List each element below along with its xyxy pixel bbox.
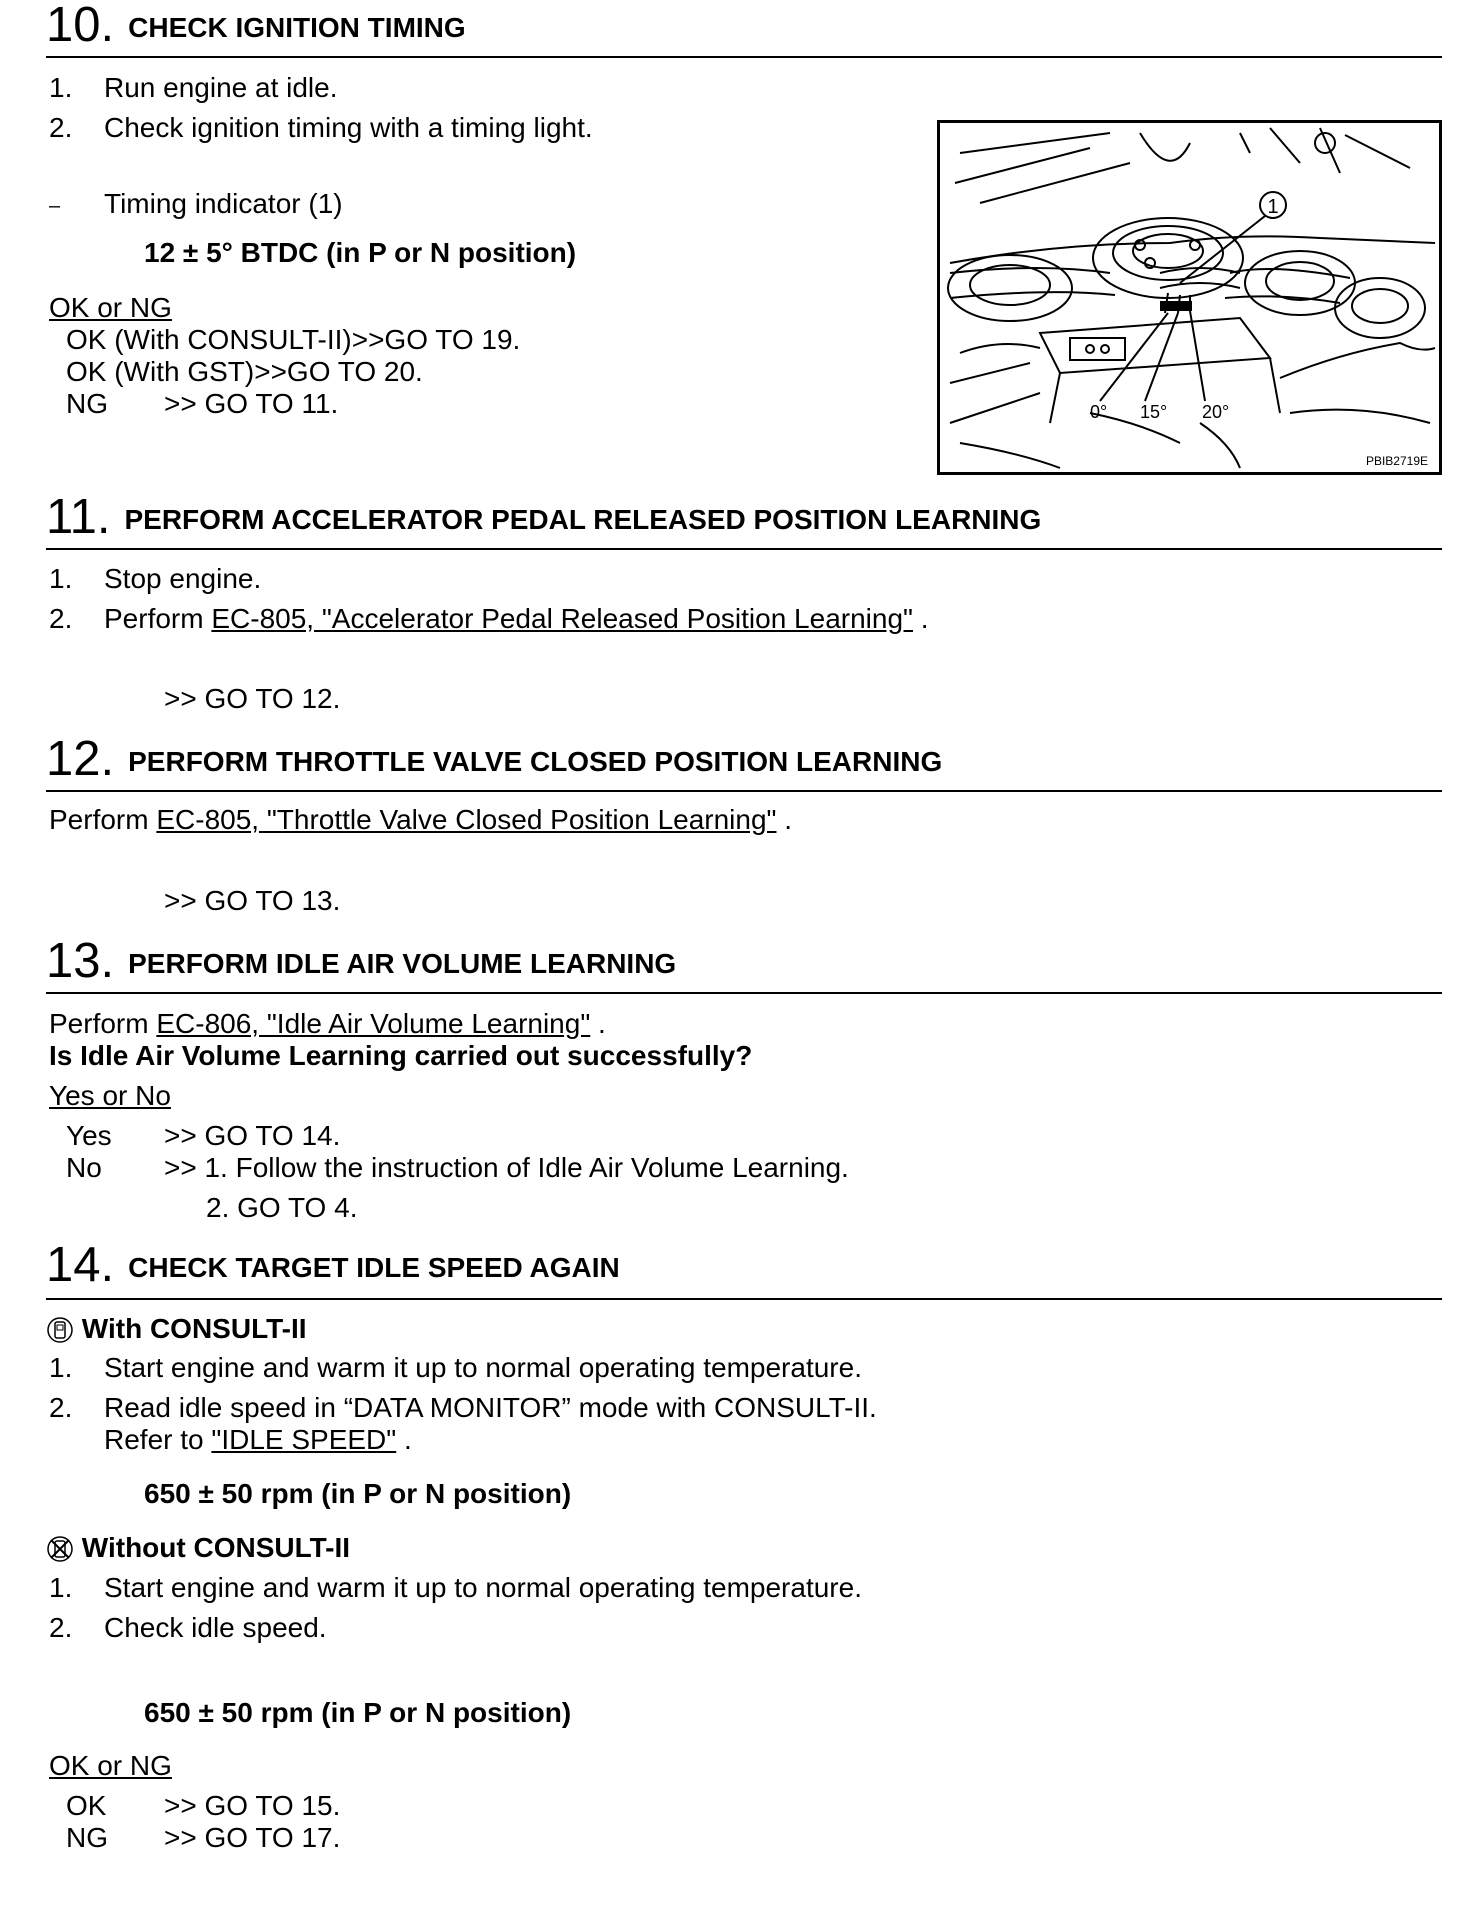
step-number: 1. [49, 72, 73, 103]
with-consult-heading [46, 1313, 307, 1345]
step-number: 1. [49, 1572, 73, 1603]
refer-prefix: Refer to [104, 1424, 212, 1455]
section-title: PERFORM IDLE AIR VOLUME LEARNING [128, 948, 677, 979]
goto-13: >> GO TO 13. [164, 885, 341, 916]
timing-figure [937, 120, 1442, 475]
perform-prefix: Perform [49, 1008, 157, 1039]
section-number: 10. [46, 0, 115, 52]
ng-value: >> GO TO 17. [164, 1822, 341, 1853]
yes-value: >> GO TO 14. [164, 1120, 341, 1151]
section-number: 11. [46, 490, 111, 544]
bullet-dash: – [49, 195, 61, 217]
step-text: Run engine at idle. [104, 72, 338, 103]
ok-or-ng-label: OK or NG [49, 292, 172, 323]
section-number: 12. [46, 732, 115, 786]
with-consult-label: With CONSULT-II [81, 1313, 307, 1344]
section-title: CHECK TARGET IDLE SPEED AGAIN [128, 1252, 620, 1283]
section-number: 14. [46, 1238, 115, 1292]
step-perform-line [104, 603, 929, 635]
section-10-heading [46, 0, 466, 50]
refer-line [104, 1424, 412, 1456]
step-number: 2. [49, 112, 73, 143]
yes-or-no-label: Yes or No [49, 1080, 171, 1111]
section-13-heading [46, 936, 676, 986]
divider [46, 790, 1442, 792]
idle-speed-link[interactable]: "IDLE SPEED" [211, 1424, 397, 1455]
section-11-heading [46, 492, 1041, 542]
step-number: 2. [49, 1392, 73, 1423]
no-value: >> 1. Follow the instruction of Idle Air Volume Learning. [164, 1152, 849, 1183]
divider [46, 548, 1442, 550]
yes-key: Yes [66, 1120, 112, 1151]
perform-prefix: Perform [104, 603, 212, 634]
section-title: CHECK IGNITION TIMING [128, 12, 466, 43]
step-text: Check idle speed. [104, 1612, 327, 1643]
goto-12: >> GO TO 12. [164, 683, 341, 714]
divider [46, 56, 1442, 58]
section-14-heading [46, 1240, 620, 1290]
step-number: 2. [49, 1612, 73, 1643]
accelerator-learning-link[interactable]: EC-805, "Accelerator Pedal Released Position Learning" [211, 603, 913, 634]
figure-callout-1: 1 [1267, 196, 1279, 218]
result-ok-consult: OK (With CONSULT-II)>>GO TO 19. [66, 324, 521, 355]
perform-line [49, 804, 792, 836]
perform-line [49, 1008, 606, 1040]
without-consult-heading [46, 1532, 350, 1564]
no-key: No [66, 1152, 102, 1183]
section-12-heading [46, 734, 942, 784]
consult-icon [46, 1316, 74, 1344]
refer-suffix: . [396, 1424, 412, 1455]
result-ng-value: >> GO TO 11. [164, 388, 339, 419]
result-ng-key: NG [66, 388, 108, 419]
step-text: Stop engine. [104, 563, 262, 594]
perform-suffix: . [776, 804, 793, 835]
perform-suffix: . [590, 1008, 606, 1039]
without-consult-label: Without CONSULT-II [81, 1532, 351, 1563]
step-number: 1. [49, 1352, 73, 1383]
throttle-learning-link[interactable]: EC-805, "Throttle Valve Closed Position Learning" [156, 804, 777, 835]
step-text: Check ignition timing with a timing light. [104, 112, 593, 143]
ok-key: OK [66, 1790, 107, 1821]
result-ok-gst: OK (With GST)>>GO TO 20. [66, 356, 423, 387]
timing-spec: 12 ± 5° BTDC (in P or N position) [144, 237, 577, 268]
timing-indicator-label: Timing indicator (1) [104, 188, 343, 219]
step-text: Start engine and warm it up to normal operating temperature. [104, 1352, 862, 1383]
ok-value: >> GO TO 15. [164, 1790, 341, 1821]
no-value-2: 2. GO TO 4. [206, 1192, 358, 1223]
section-title: PERFORM ACCELERATOR PEDAL RELEASED POSITION LEARNING [124, 504, 1042, 535]
perform-suffix: . [912, 603, 929, 634]
divider [46, 1298, 1442, 1300]
question: Is Idle Air Volume Learning carried out successfully? [49, 1040, 753, 1071]
perform-prefix: Perform [49, 804, 157, 835]
step-number: 2. [49, 603, 73, 634]
divider [46, 992, 1442, 994]
step-text: Start engine and warm it up to normal operating temperature. [104, 1572, 862, 1603]
idle-air-learning-link[interactable]: EC-806, "Idle Air Volume Learning" [156, 1008, 591, 1039]
idle-speed-spec-2: 650 ± 50 rpm (in P or N position) [144, 1697, 572, 1728]
ok-or-ng-label: OK or NG [49, 1750, 172, 1781]
section-title: PERFORM THROTTLE VALVE CLOSED POSITION LEARNING [128, 746, 943, 777]
tick-0: 0° [1090, 402, 1108, 422]
ng-key: NG [66, 1822, 108, 1853]
idle-speed-spec-1: 650 ± 50 rpm (in P or N position) [144, 1478, 572, 1509]
step-text: Read idle speed in “DATA MONITOR” mode with CONSULT-II. [104, 1392, 877, 1423]
step-number: 1. [49, 563, 73, 594]
figure-code: PBIB2719E [1365, 454, 1428, 468]
no-consult-icon [46, 1535, 74, 1563]
tick-15: 15° [1140, 402, 1168, 422]
section-number: 13. [46, 934, 115, 988]
tick-20: 20° [1202, 402, 1230, 422]
engine-illustration [940, 123, 1439, 472]
